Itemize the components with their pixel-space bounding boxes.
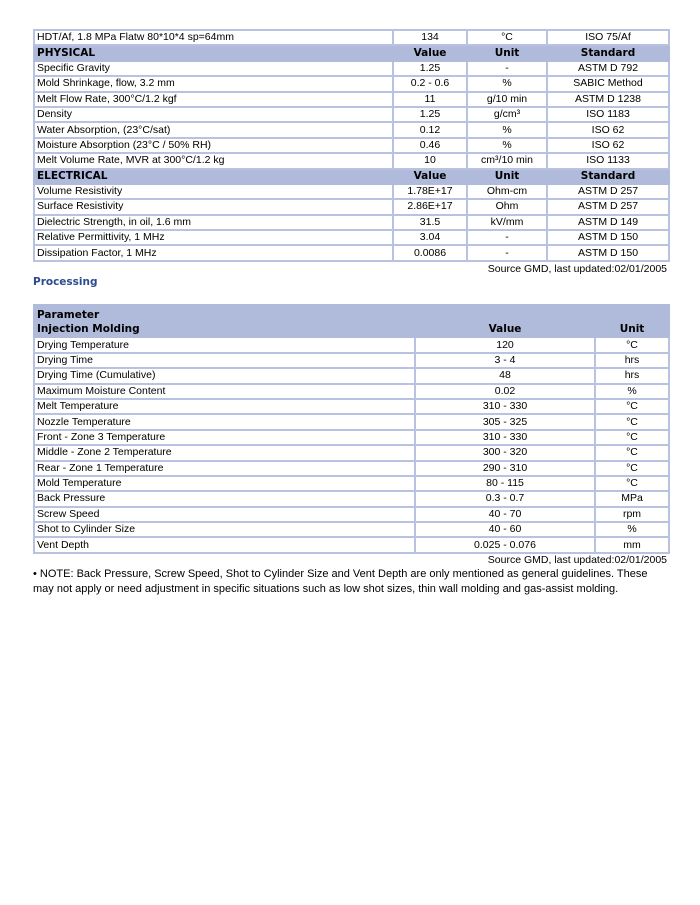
parameter-label: Mold Temperature	[34, 476, 415, 491]
property-label: HDT/Af, 1.8 MPa Flatw 80*10*4 sp=64mm	[34, 30, 393, 45]
parameter-label: Screw Speed	[34, 507, 415, 522]
property-label: Dielectric Strength, in oil, 1.6 mm	[34, 215, 393, 230]
parameter-label: Drying Time (Cumulative)	[34, 368, 415, 383]
property-standard: ASTM D 257	[547, 184, 669, 199]
column-header-unit: Unit	[467, 169, 547, 184]
property-value: 0.46	[393, 138, 467, 153]
parameter-value: 80 - 115	[415, 476, 595, 491]
property-value: 31.5	[393, 215, 467, 230]
column-header-standard: Standard	[547, 45, 669, 60]
table-row	[34, 107, 669, 122]
source-note: Source GMD, last updated:02/01/2005	[487, 554, 667, 566]
property-value: 3.04	[393, 230, 467, 245]
parameter-unit: mm	[595, 537, 669, 552]
parameter-unit: °C	[595, 461, 669, 476]
table-row	[34, 122, 669, 137]
table-row	[34, 430, 669, 445]
property-unit: %	[467, 76, 547, 91]
property-standard: ASTM D 149	[547, 215, 669, 230]
table-row	[34, 507, 669, 522]
parameter-value: 310 - 330	[415, 430, 595, 445]
source-note: Source GMD, last updated:02/01/2005	[487, 263, 667, 275]
property-label: Water Absorption, (23°C/sat)	[34, 122, 393, 137]
parameter-unit: rpm	[595, 507, 669, 522]
property-unit: °C	[467, 30, 547, 45]
parameter-value: 305 - 325	[415, 414, 595, 429]
section-title: PHYSICAL	[34, 45, 393, 60]
parameter-value: 0.02	[415, 384, 595, 399]
parameter-unit: °C	[595, 399, 669, 414]
property-standard: SABIC Method	[547, 76, 669, 91]
property-unit: Ohm	[467, 199, 547, 214]
property-unit: kV/mm	[467, 215, 547, 230]
property-value: 0.2 - 0.6	[393, 76, 467, 91]
parameter-value: 290 - 310	[415, 461, 595, 476]
table-row	[34, 353, 669, 368]
parameter-unit: °C	[595, 445, 669, 460]
parameter-label: Nozzle Temperature	[34, 414, 415, 429]
property-unit: %	[467, 138, 547, 153]
parameter-value: 0.025 - 0.076	[415, 537, 595, 552]
table-row	[34, 30, 669, 45]
processing-heading: Processing	[33, 276, 98, 288]
property-standard: ASTM D 150	[547, 245, 669, 260]
parameter-label: Melt Temperature	[34, 399, 415, 414]
table-row	[34, 199, 669, 214]
properties-table	[33, 29, 670, 262]
property-standard: ISO 1183	[547, 107, 669, 122]
table-row	[34, 184, 669, 199]
column-header-unit: Unit	[595, 322, 669, 337]
parameter-unit: %	[595, 384, 669, 399]
parameter-unit: °C	[595, 430, 669, 445]
property-standard: ASTM D 150	[547, 230, 669, 245]
property-label: Melt Flow Rate, 300°C/1.2 kgf	[34, 92, 393, 107]
column-header-value: Value	[415, 322, 595, 337]
table-row	[34, 491, 669, 506]
column-header-parameter: Parameter	[34, 305, 669, 322]
parameter-label: Front - Zone 3 Temperature	[34, 430, 415, 445]
parameter-value: 300 - 320	[415, 445, 595, 460]
parameter-unit: hrs	[595, 368, 669, 383]
parameter-value: 120	[415, 337, 595, 352]
parameter-label: Shot to Cylinder Size	[34, 522, 415, 537]
property-value: 1.25	[393, 61, 467, 76]
property-label: Specific Gravity	[34, 61, 393, 76]
parameter-unit: %	[595, 522, 669, 537]
parameter-unit: °C	[595, 337, 669, 352]
property-label: Melt Volume Rate, MVR at 300°C/1.2 kg	[34, 153, 393, 168]
property-value: 0.0086	[393, 245, 467, 260]
property-unit: g/cm³	[467, 107, 547, 122]
property-label: Density	[34, 107, 393, 122]
section-title: ELECTRICAL	[34, 169, 393, 184]
property-value: 10	[393, 153, 467, 168]
table-row	[34, 230, 669, 245]
parameter-value: 310 - 330	[415, 399, 595, 414]
column-header-value: Value	[393, 45, 467, 60]
property-value: 2.86E+17	[393, 199, 467, 214]
property-unit: -	[467, 61, 547, 76]
property-label: Volume Resistivity	[34, 184, 393, 199]
property-value: 11	[393, 92, 467, 107]
property-unit: -	[467, 230, 547, 245]
parameter-label: Maximum Moisture Content	[34, 384, 415, 399]
parameter-value: 40 - 60	[415, 522, 595, 537]
parameter-unit: °C	[595, 414, 669, 429]
table-row	[34, 445, 669, 460]
table-row	[34, 414, 669, 429]
parameter-label: Rear - Zone 1 Temperature	[34, 461, 415, 476]
parameter-value: 48	[415, 368, 595, 383]
property-label: Surface Resistivity	[34, 199, 393, 214]
table-row	[34, 461, 669, 476]
property-value: 1.25	[393, 107, 467, 122]
table-row	[34, 153, 669, 168]
property-standard: ASTM D 792	[547, 61, 669, 76]
parameter-label: Drying Time	[34, 353, 415, 368]
parameter-unit: hrs	[595, 353, 669, 368]
property-unit: %	[467, 122, 547, 137]
property-label: Dissipation Factor, 1 MHz	[34, 245, 393, 260]
section-header-physical	[34, 45, 669, 60]
table-row	[34, 76, 669, 91]
column-header-value: Value	[393, 169, 467, 184]
table-row	[34, 215, 669, 230]
processing-group-row	[34, 322, 669, 337]
property-label: Moisture Absorption (23°C / 50% RH)	[34, 138, 393, 153]
parameter-unit: MPa	[595, 491, 669, 506]
table-row	[34, 368, 669, 383]
property-value: 1.78E+17	[393, 184, 467, 199]
property-label: Mold Shrinkage, flow, 3.2 mm	[34, 76, 393, 91]
property-unit: cm³/10 min	[467, 153, 547, 168]
table-row	[34, 522, 669, 537]
property-standard: ASTM D 1238	[547, 92, 669, 107]
table-row	[34, 399, 669, 414]
table-row	[34, 537, 669, 552]
table-row	[34, 92, 669, 107]
property-value: 134	[393, 30, 467, 45]
table-row	[34, 384, 669, 399]
table-row	[34, 138, 669, 153]
table-row	[34, 61, 669, 76]
table-row	[34, 337, 669, 352]
property-unit: Ohm-cm	[467, 184, 547, 199]
column-header-unit: Unit	[467, 45, 547, 60]
property-unit: -	[467, 245, 547, 260]
property-value: 0.12	[393, 122, 467, 137]
section-header-electrical	[34, 169, 669, 184]
parameter-value: 3 - 4	[415, 353, 595, 368]
parameter-label: Back Pressure	[34, 491, 415, 506]
processing-header-row	[34, 305, 669, 322]
parameter-value: 0.3 - 0.7	[415, 491, 595, 506]
table-row	[34, 245, 669, 260]
property-unit: g/10 min	[467, 92, 547, 107]
property-standard: ISO 1133	[547, 153, 669, 168]
parameter-label: Vent Depth	[34, 537, 415, 552]
processing-table	[33, 304, 670, 554]
parameter-label: Middle - Zone 2 Temperature	[34, 445, 415, 460]
table-row	[34, 476, 669, 491]
group-title: Injection Molding	[34, 322, 415, 337]
column-header-standard: Standard	[547, 169, 669, 184]
processing-note: • NOTE: Back Pressure, Screw Speed, Shot to Cylinder Size and Vent Depth are only mentioned as general guidelines. These may not apply or need adjustment in specific situations such as low shot sizes, thin wall molding and gas-assist molding.	[33, 568, 648, 595]
parameter-label: Drying Temperature	[34, 337, 415, 352]
property-label: Relative Permittivity, 1 MHz	[34, 230, 393, 245]
property-standard: ISO 62	[547, 122, 669, 137]
parameter-unit: °C	[595, 476, 669, 491]
property-standard: ISO 75/Af	[547, 30, 669, 45]
parameter-value: 40 - 70	[415, 507, 595, 522]
property-standard: ASTM D 257	[547, 199, 669, 214]
property-standard: ISO 62	[547, 138, 669, 153]
